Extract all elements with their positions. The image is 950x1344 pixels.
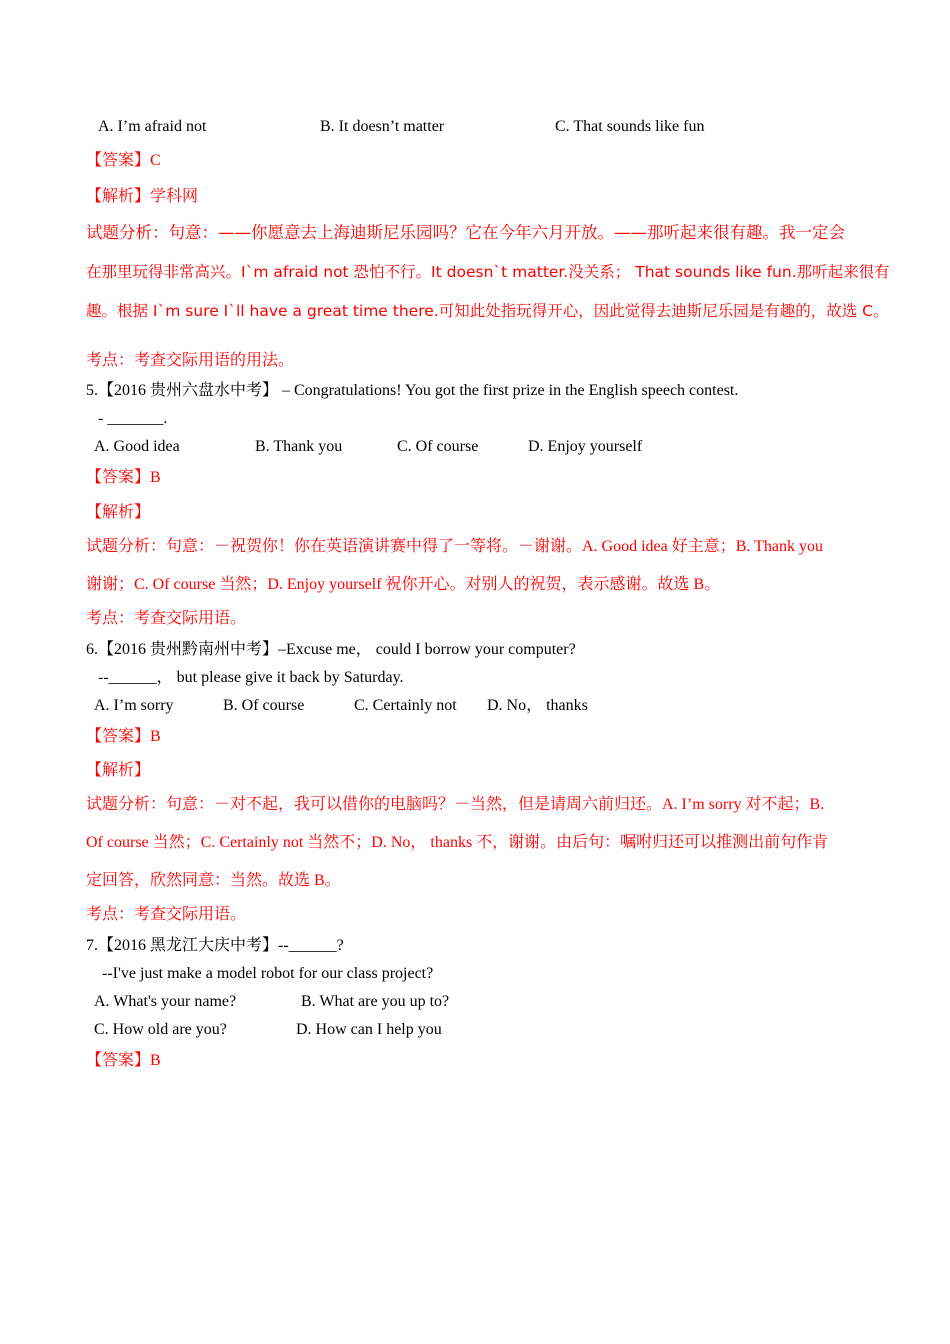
q6-analysis-line: 定回答，欣然同意：当然。故选 B。 (86, 872, 341, 889)
q4-analysis-head: 【解析】学科网 (86, 186, 199, 205)
q5-reply: - _______. (98, 410, 168, 427)
q6-option-d: D. No， thanks (487, 697, 588, 714)
q4-analysis-line: 试题分析：句意：——你愿意去上海迪斯尼乐园吗？它在今年六月开放。——那听起来很有趣。我一定会 (86, 223, 845, 242)
q6-option-c: C. Certainly not (354, 697, 457, 714)
q4-option-a: A. I’m afraid not (98, 118, 207, 135)
q6-analysis-line: Of course 当然；C. Certainly not 当然不；D. No， thanks 不，谢谢。由后句：嘱咐归还可以推测出前句作肯 (86, 834, 829, 851)
q6-analysis-line: 试题分析：句意：－对不起，我可以借你的电脑吗？－当然，但是请周六前归还。A. I’m sorry 对不起；B. (86, 796, 825, 813)
q5-point: 考点：考查交际用语。 (86, 610, 247, 627)
q7-option-a: A. What's your name? (94, 993, 237, 1010)
q6-analysis-head: 【解析】 (86, 762, 151, 779)
q7-answer: 【答案】B (86, 1052, 161, 1069)
q5-answer: 【答案】B (86, 469, 161, 486)
q5-stem: 5.【2016 贵州六盘水中考】 – Congratulations! You got the first prize in the English speech contest. (86, 382, 739, 399)
q4-answer: 【答案】C (86, 152, 161, 169)
q7-stem: 7.【2016 黑龙江大庆中考】--______? (86, 937, 344, 954)
q6-answer: 【答案】B (86, 728, 161, 745)
q4-analysis-line: 趣。根据 I`m sure I`ll have a great time there.可知此处指玩得开心，因此觉得去迪斯尼乐园是有趣的，故选 C。 (86, 302, 889, 320)
q5-option-a: A. Good idea (94, 438, 180, 455)
q7-option-d: D. How can I help you (296, 1021, 442, 1038)
q6-reply: --______， but please give it back by Saturday. (98, 669, 404, 686)
q5-analysis-line: 谢谢；C. Of course 当然；D. Enjoy yourself 祝你开心。对别人的祝贺，表示感谢。故选 B。 (86, 576, 721, 593)
q5-analysis-head: 【解析】 (86, 504, 151, 521)
q7-reply: --I've just make a model robot for our class project? (102, 965, 434, 982)
q4-analysis-line: 在那里玩得非常高兴。I`m afraid not 恐怕不行。It doesn`t matter.没关系； That sounds like fun.那听起来很有 (86, 263, 890, 281)
q5-analysis-line: 试题分析：句意：－祝贺你！你在英语演讲赛中得了一等将。－谢谢。A. Good idea 好主意；B. Thank you (86, 538, 824, 555)
q5-option-c: C. Of course (397, 438, 479, 455)
q5-option-d: D. Enjoy yourself (528, 438, 643, 455)
q6-option-a: A. I’m sorry (94, 697, 174, 714)
q6-stem: 6.【2016 贵州黔南州中考】–Excuse me， could I borrow your computer? (86, 641, 576, 658)
q5-option-b: B. Thank you (255, 438, 343, 455)
q6-point: 考点：考查交际用语。 (86, 906, 247, 923)
q4-point: 考点：考查交际用语的用法。 (86, 352, 295, 369)
q4-option-c: C. That sounds like fun (555, 118, 705, 135)
q7-option-b: B. What are you up to? (301, 993, 450, 1010)
q7-option-c: C. How old are you? (94, 1021, 227, 1038)
q4-option-b: B. It doesn’t matter (320, 118, 445, 135)
q6-option-b: B. Of course (223, 697, 305, 714)
